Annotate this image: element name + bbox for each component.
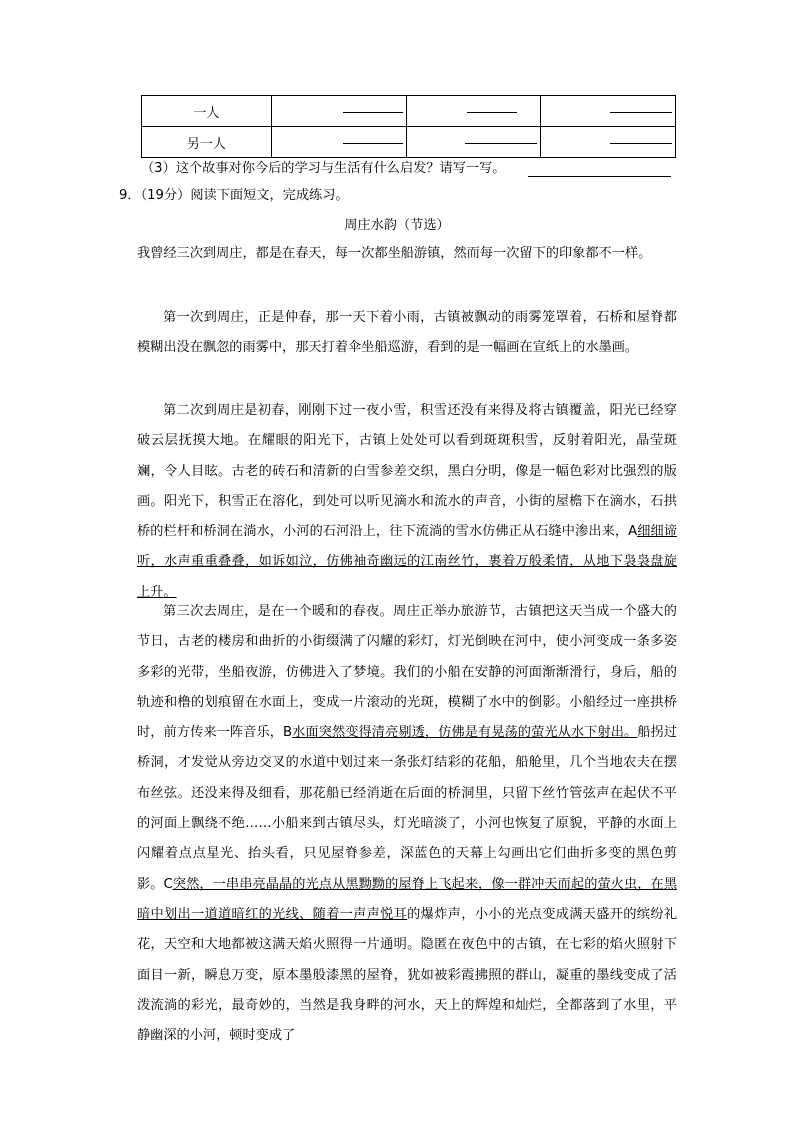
paragraph-1-text: 我曾经三次到周庄，都是在春天，每一次都坐船游镇，然而每一次留下的印象都不一样。 [137,246,652,261]
answer-blank[interactable] [541,96,676,127]
question-3: （3）这个故事对你今后的学习与生活有什么启发？请写一写。 [141,161,506,176]
table-row [142,96,676,127]
row-label: 另一人 [142,127,272,158]
underlined-sentence-b: 水面突然变得清亮剔透，仿佛是有晃荡的萤光从水下射出。 [292,725,638,741]
answer-blank[interactable] [271,127,406,158]
paragraph-4-text-1: 第三次去周庄，是在一个暖和的春夜。周庄正举办旅游节，古镇把这天当成一个盛大的节日，古老的楼房和曲折的小街缀满了闪耀的彩灯，灯光倒映在河中，使小河变成一条多姿多彩的光带，坐船夜游，仿佛进入了梦境。我们的小船在安静的河面渐渐滑行，身后，船的轨迹和橹的划痕留在水面上，变成一片滚动的光斑，模糊了水中的倒影。小船经过一座拱桥时，前方传来一阵音乐， [137,604,677,741]
sentence-label-b: B [283,725,293,741]
question-9-header: 9．（19分）阅读下面短文，完成练习。 [119,188,349,203]
paragraph-2-text: 第一次到周庄，正是仲春，那一天下着小雨，古镇被飘动的雨雾笼罩着，石桥和屋脊都模糊出没在飘忽的雨雾中，那天打着伞坐船巡游，看到的是一幅画在宣纸上的水墨画。 [137,310,677,356]
paragraph-4-text-3: 的爆炸声，小小的光点变成满天盛开的缤纷礼花，天空和大地都被这满天焰火照得一片通明。隐匿在夜色中的古镇，在七彩的焰火照射下面目一新，瞬息万变，原本墨般漆黑的屋脊，犹如被彩霞拂照的群山，凝重的墨线变成了活泼流淌的彩光，最奇妙的，当然是我身畔的河水，天上的辉煌和灿烂，全都落到了水里，平静幽深的小河，顿时变成了 [137,906,678,1044]
paragraph-4 [137,597,677,1051]
paragraph-2 [137,303,677,364]
passage-title: 周庄水韵（节选） [344,218,450,233]
row-label: 一人 [142,96,272,127]
table-row [142,127,676,158]
answer-blank[interactable] [406,127,541,158]
answer-table [141,95,676,158]
answer-blank[interactable] [271,96,406,127]
paragraph-3 [137,396,677,608]
sentence-label-c: C [163,876,173,892]
paragraph-3-text: 第二次到周庄是初春，刚刚下过一夜小雪，积雪还没有来得及将古镇覆盖，阳光已经穿破云层抚摸大地。在耀眼的阳光下，古镇上处处可以看到斑斑积雪，反射着阳光，晶莹斑斓，令人目眩。古老的砖石和清新的白雪参差交织，黑白分明，像是一幅色彩对比强烈的版画。阳光下，积雪正在溶化，到处可以听见滴水和流水的声音，小街的屋檐下在滴水，石拱桥的栏杆和桥洞在淌水，小河的石河沿上，往下流淌的雪水仿佛正从石缝中渗出来， [137,403,677,540]
paragraph-4-text-2: 船拐过桥洞，才发觉从旁边交叉的水道中划过来一条张灯结彩的花船，船舱里，几个当地农夫在摆布丝弦。还没来得及细看，那花船已经消逝在后面的桥洞里，只留下丝竹管弦声在起伏不平的河面上飘绕不绝……小船来到古镇尽头，灯光暗淡了，小河也恢复了原貌，平静的水面上闪耀着点点星光、抬头看，只见屋脊参差，深蓝色的天幕上勾画出它们曲折多变的黑色剪影。 [137,725,678,892]
answer-blank[interactable] [541,127,676,158]
paragraph-1 [137,239,677,269]
sentence-label-a: A [628,524,638,540]
underlined-sentence-c: 突然，一串串亮晶晶的光点从黑黝黝的屋脊上飞起来，像一群冲天而起的萤火虫，在黑暗中划出一道道暗红的光线、随着一声声悦耳 [137,876,678,922]
underlined-sentence-a: 细细谛听，水声重重叠叠，如诉如泣，仿佛袖奇幽远的江南丝竹，裹着万般柔情，从地下袅袅盘旋上升。 [137,524,678,600]
answer-blank[interactable] [406,96,541,127]
question-3-answer-blank[interactable] [528,176,671,177]
